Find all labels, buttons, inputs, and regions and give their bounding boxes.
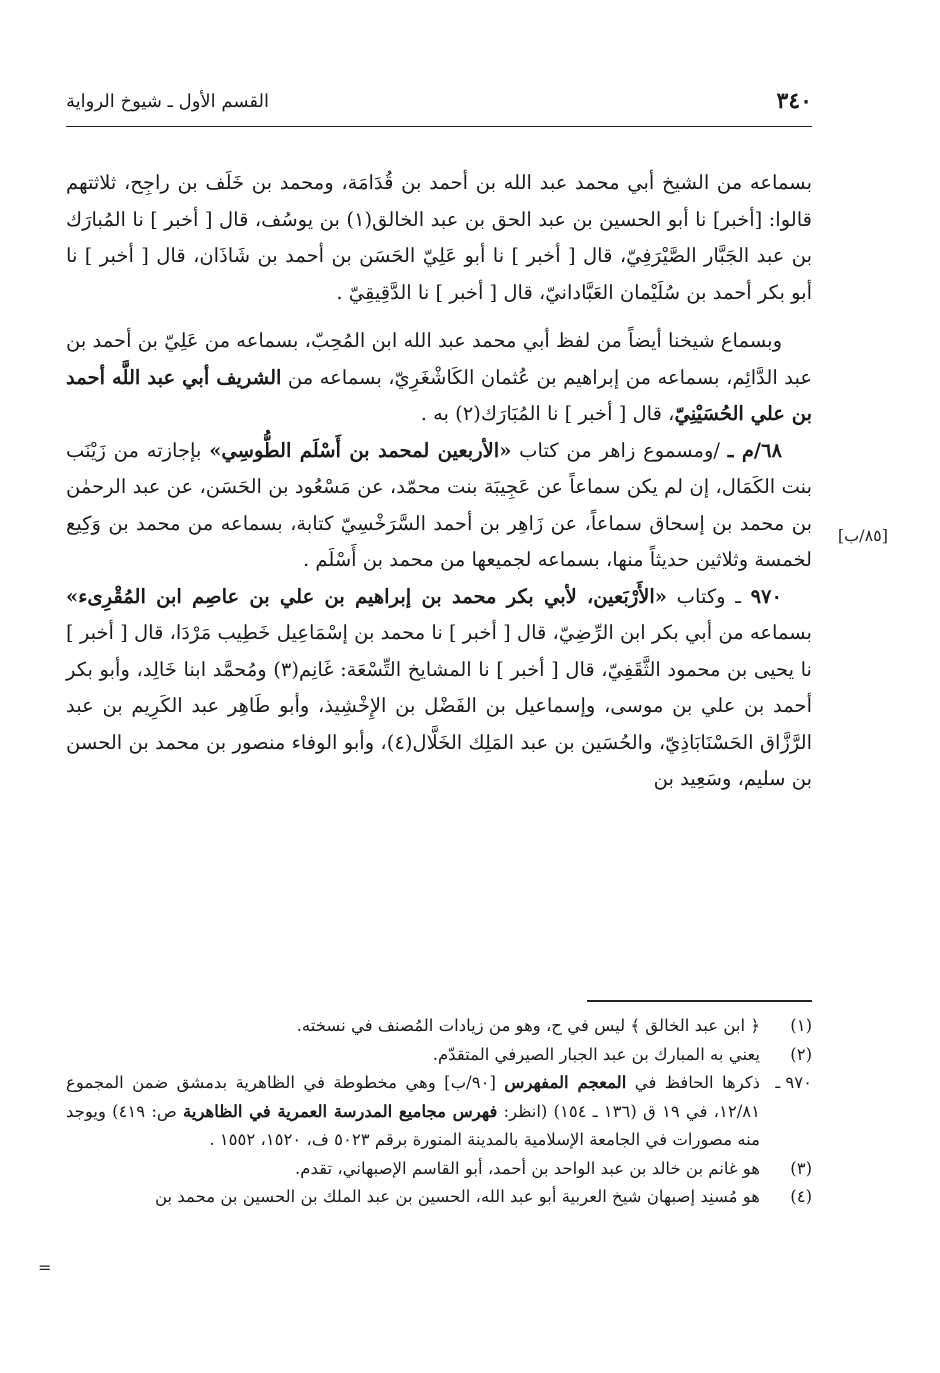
entry-968-book-title: «الأربعين لمحمد بن أَسْلَم الطُّوسِي» <box>209 438 512 462</box>
footnote-4 <box>66 1183 812 1212</box>
page-header <box>66 86 812 124</box>
footnote-divider <box>587 1000 812 1002</box>
footnote-text: يعني به المبارك بن عبد الجبار الصيرفي المتقدّم. <box>432 1044 760 1064</box>
header-divider <box>66 126 812 127</box>
footnote-970-text-c: [٩٠/ب] وهي مخطوطة في الظاهرية بدمشق ضمن المجموع ١٢/٨١، في ١٩ ق (١٣٦ ـ ١٥٤) (انظر: <box>66 1073 761 1121</box>
footnote-1 <box>66 1012 812 1041</box>
entry-970-text-a: ـ وكتاب <box>667 584 751 608</box>
footnote-970-text-a: ذكرها الحافظ في <box>626 1073 761 1092</box>
footnote-mark: (٣) <box>790 1158 812 1178</box>
paragraph-2-text-a: وبسماع شيخنا أيضاً من لفظ أبي محمد عبد الله ابن المُحِبّ، بسماعه من عَلِيّ بن أحمد بن عبد الدَّائِم، بسماعه من إبراهيم بن عُثمان الكَاشْغَرِيّ، بسماعه من <box>66 329 812 389</box>
footnote-3 <box>66 1155 812 1184</box>
footnote-mark: ٩٧٠ ـ <box>775 1073 812 1092</box>
footnote-text <box>66 1069 760 1155</box>
entry-970 <box>66 579 812 798</box>
footnote-text: هو مُسنِد إصبهان شيخ العربية أبو عبد الله، الحسين بن عبد الملك بن الحسين بن محمد بن <box>155 1187 760 1206</box>
footnote-970-catalog-title: المعجم المفهرس <box>504 1073 627 1092</box>
entry-968-number: ٦٨/م ـ <box>727 438 783 462</box>
entry-968-text-a: /ومسموع زاهر من كتاب <box>511 438 728 462</box>
paragraph-2-bold-name: الشريف أبي عبد اللَّه أحمد بن علي الحُسَيْنِيّ <box>66 365 812 425</box>
paragraph-2-text-c: ، قال [ أخبر ] نا المُبَارَك(٢) به . <box>420 402 675 425</box>
footnote-970-index-title: فهرس مجاميع المدرسة العمرية في الظاهرية <box>183 1101 498 1121</box>
manuscript-folio-note: [٨٥/ب] <box>837 526 888 545</box>
continuation-mark: = <box>38 1258 52 1277</box>
entry-968-text-b: بإجازته من زَيْنَب بنت الكَمَال، إن لم يكن سماعاً عن عَجِيبَة بنت محمّد، عن مَسْعُود بن الحَسَن، عن عبد الرحمٰن بن محمد بن إسحاق سماعاً، عن زَاهِر بن أحمد السَّرَخْسِيّ كتابة، بسماعه من محمد بن وَكِيع لخمسة وثلاثين حديثاً منها، بسماعه لجميعها من محمد بن أَسْلَم . <box>66 438 813 571</box>
footnote-mark: (٢) <box>790 1044 812 1064</box>
footnote-970-text-e: ص: ٤١٩) ويوجد منه مصورات في الجامعة الإسلامية بالمدينة المنورة برقم ٥٠٢٣ ف، ١٥٢٠، ١٥٥٢ . <box>66 1101 760 1149</box>
entry-970-text-b: بسماعه من أبي بكر ابن الرِّضِيّ، قال [ أخبر ] نا محمد بن إسْمَاعِيل خَطِيب مَرْدَا، قال [ أخبر ] نا يحيى بن محمود الثَّقَفِيّ، قال [ أخبر ] نا المشايخ التِّسْعَة: غَانِم(٣) ومُحمَّد ابنا خَالِد، وأبو بكر أحمد بن علي بن موسى، وإسماعيل بن الفَضْل بن الإِخْشِيذ، وأبو طَاهِر عبد الكَرِيم بن عبد الرَّزَّاق الحَسْنَابَاذِيّ، والحُسَين بن عبد المَلِك الخَلَّال(٤)، وأبو الوفاء منصور بن محمد بن الحسن بن سليم، وسَعِيد بن <box>66 621 812 790</box>
entry-968 <box>66 433 812 579</box>
footnotes <box>66 1012 812 1212</box>
footnote-2 <box>66 1041 812 1070</box>
footnote-970 <box>66 1069 812 1155</box>
paragraph-1: بسماعه من الشيخ أبي محمد عبد الله بن أحمد بن قُدَامَة، ومحمد بن خَلَف بن راجِح، ثلاثتهم قالوا: [أخبر] نا أبو الحسين بن عبد الحق بن عبد الخالق(١) بن يوسُف، قال [ أخبر ] نا المُبارَك بن عبد الجَبَّار الصَّيْرَفِيّ، قال [ أخبر ] نا أبو عَلِيّ الحَسَن بن أحمد بن شَاذَان، قال [ أخبر ] نا أبو بكر أحمد بن سُلَيْمان العَبَّادانيّ، قال [ أخبر ] نا الدَّقِيقِيّ . <box>66 171 812 304</box>
footnote-mark: (١) <box>790 1016 812 1035</box>
entry-970-book-title: «الأَرْبَعين، لأبي بكر محمد بن إبراهيم بن علي بن عاصِم ابن المُقْرِىء» <box>66 584 667 608</box>
running-title: القسم الأول ـ شيوخ الرواية <box>66 91 270 112</box>
paragraph-2 <box>66 323 812 433</box>
footnote-mark: (٤) <box>790 1187 812 1206</box>
main-text <box>66 165 812 798</box>
entry-970-number: ٩٧٠ <box>750 584 782 608</box>
footnote-text: ﴿ ابن عبد الخالق ﴾ ليس في ح، وهو من زيادات المُصنف في نسخته. <box>296 1016 760 1035</box>
footnote-text: هو غانم بن خالد بن عبد الواحد بن أحمد، أبو القاسم الإصبهاني، تقدم. <box>295 1158 760 1178</box>
page-number: ٣٤٠ <box>776 88 812 114</box>
